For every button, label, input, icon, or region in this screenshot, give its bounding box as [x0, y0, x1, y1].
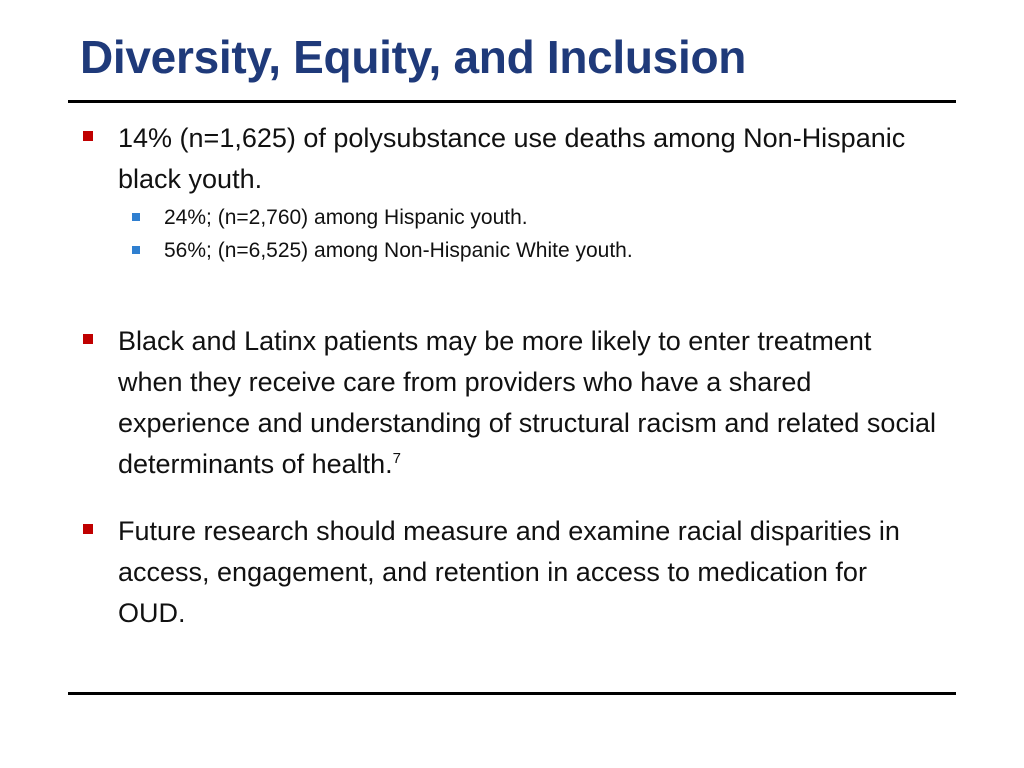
sub-bullet-text: 24%; (n=2,760) among Hispanic youth. [164, 206, 528, 229]
bullet-item [80, 321, 940, 485]
title-divider [68, 100, 956, 103]
square-sub-bullet-icon [132, 246, 140, 254]
square-bullet-icon [83, 131, 93, 141]
bullet-text: 14% (n=1,625) of polysubstance use deaths among Non-Hispanic black youth. [118, 123, 906, 194]
citation-superscript: 7 [392, 450, 402, 467]
footer-divider [68, 692, 956, 695]
bullet-list [80, 118, 940, 634]
sub-bullet-list [118, 201, 940, 267]
slide-title: Diversity, Equity, and Inclusion [80, 31, 747, 83]
bullet-text: Black and Latinx patients may be more likely to enter treatment when they receive care from providers who have a shared experience and understanding of structural racism and related social determinants of health. [118, 326, 936, 479]
bullet-item [80, 511, 940, 634]
sub-bullet-item [118, 201, 940, 234]
square-bullet-icon [83, 334, 93, 344]
bullet-item [80, 118, 940, 267]
bullet-text: Future research should measure and examine racial disparities in access, engagement, and retention in access to medication for OUD. [118, 516, 900, 628]
square-sub-bullet-icon [132, 213, 140, 221]
square-bullet-icon [83, 524, 93, 534]
sub-bullet-text: 56%; (n=6,525) among Non-Hispanic White youth. [164, 239, 633, 262]
sub-bullet-item [118, 234, 940, 267]
